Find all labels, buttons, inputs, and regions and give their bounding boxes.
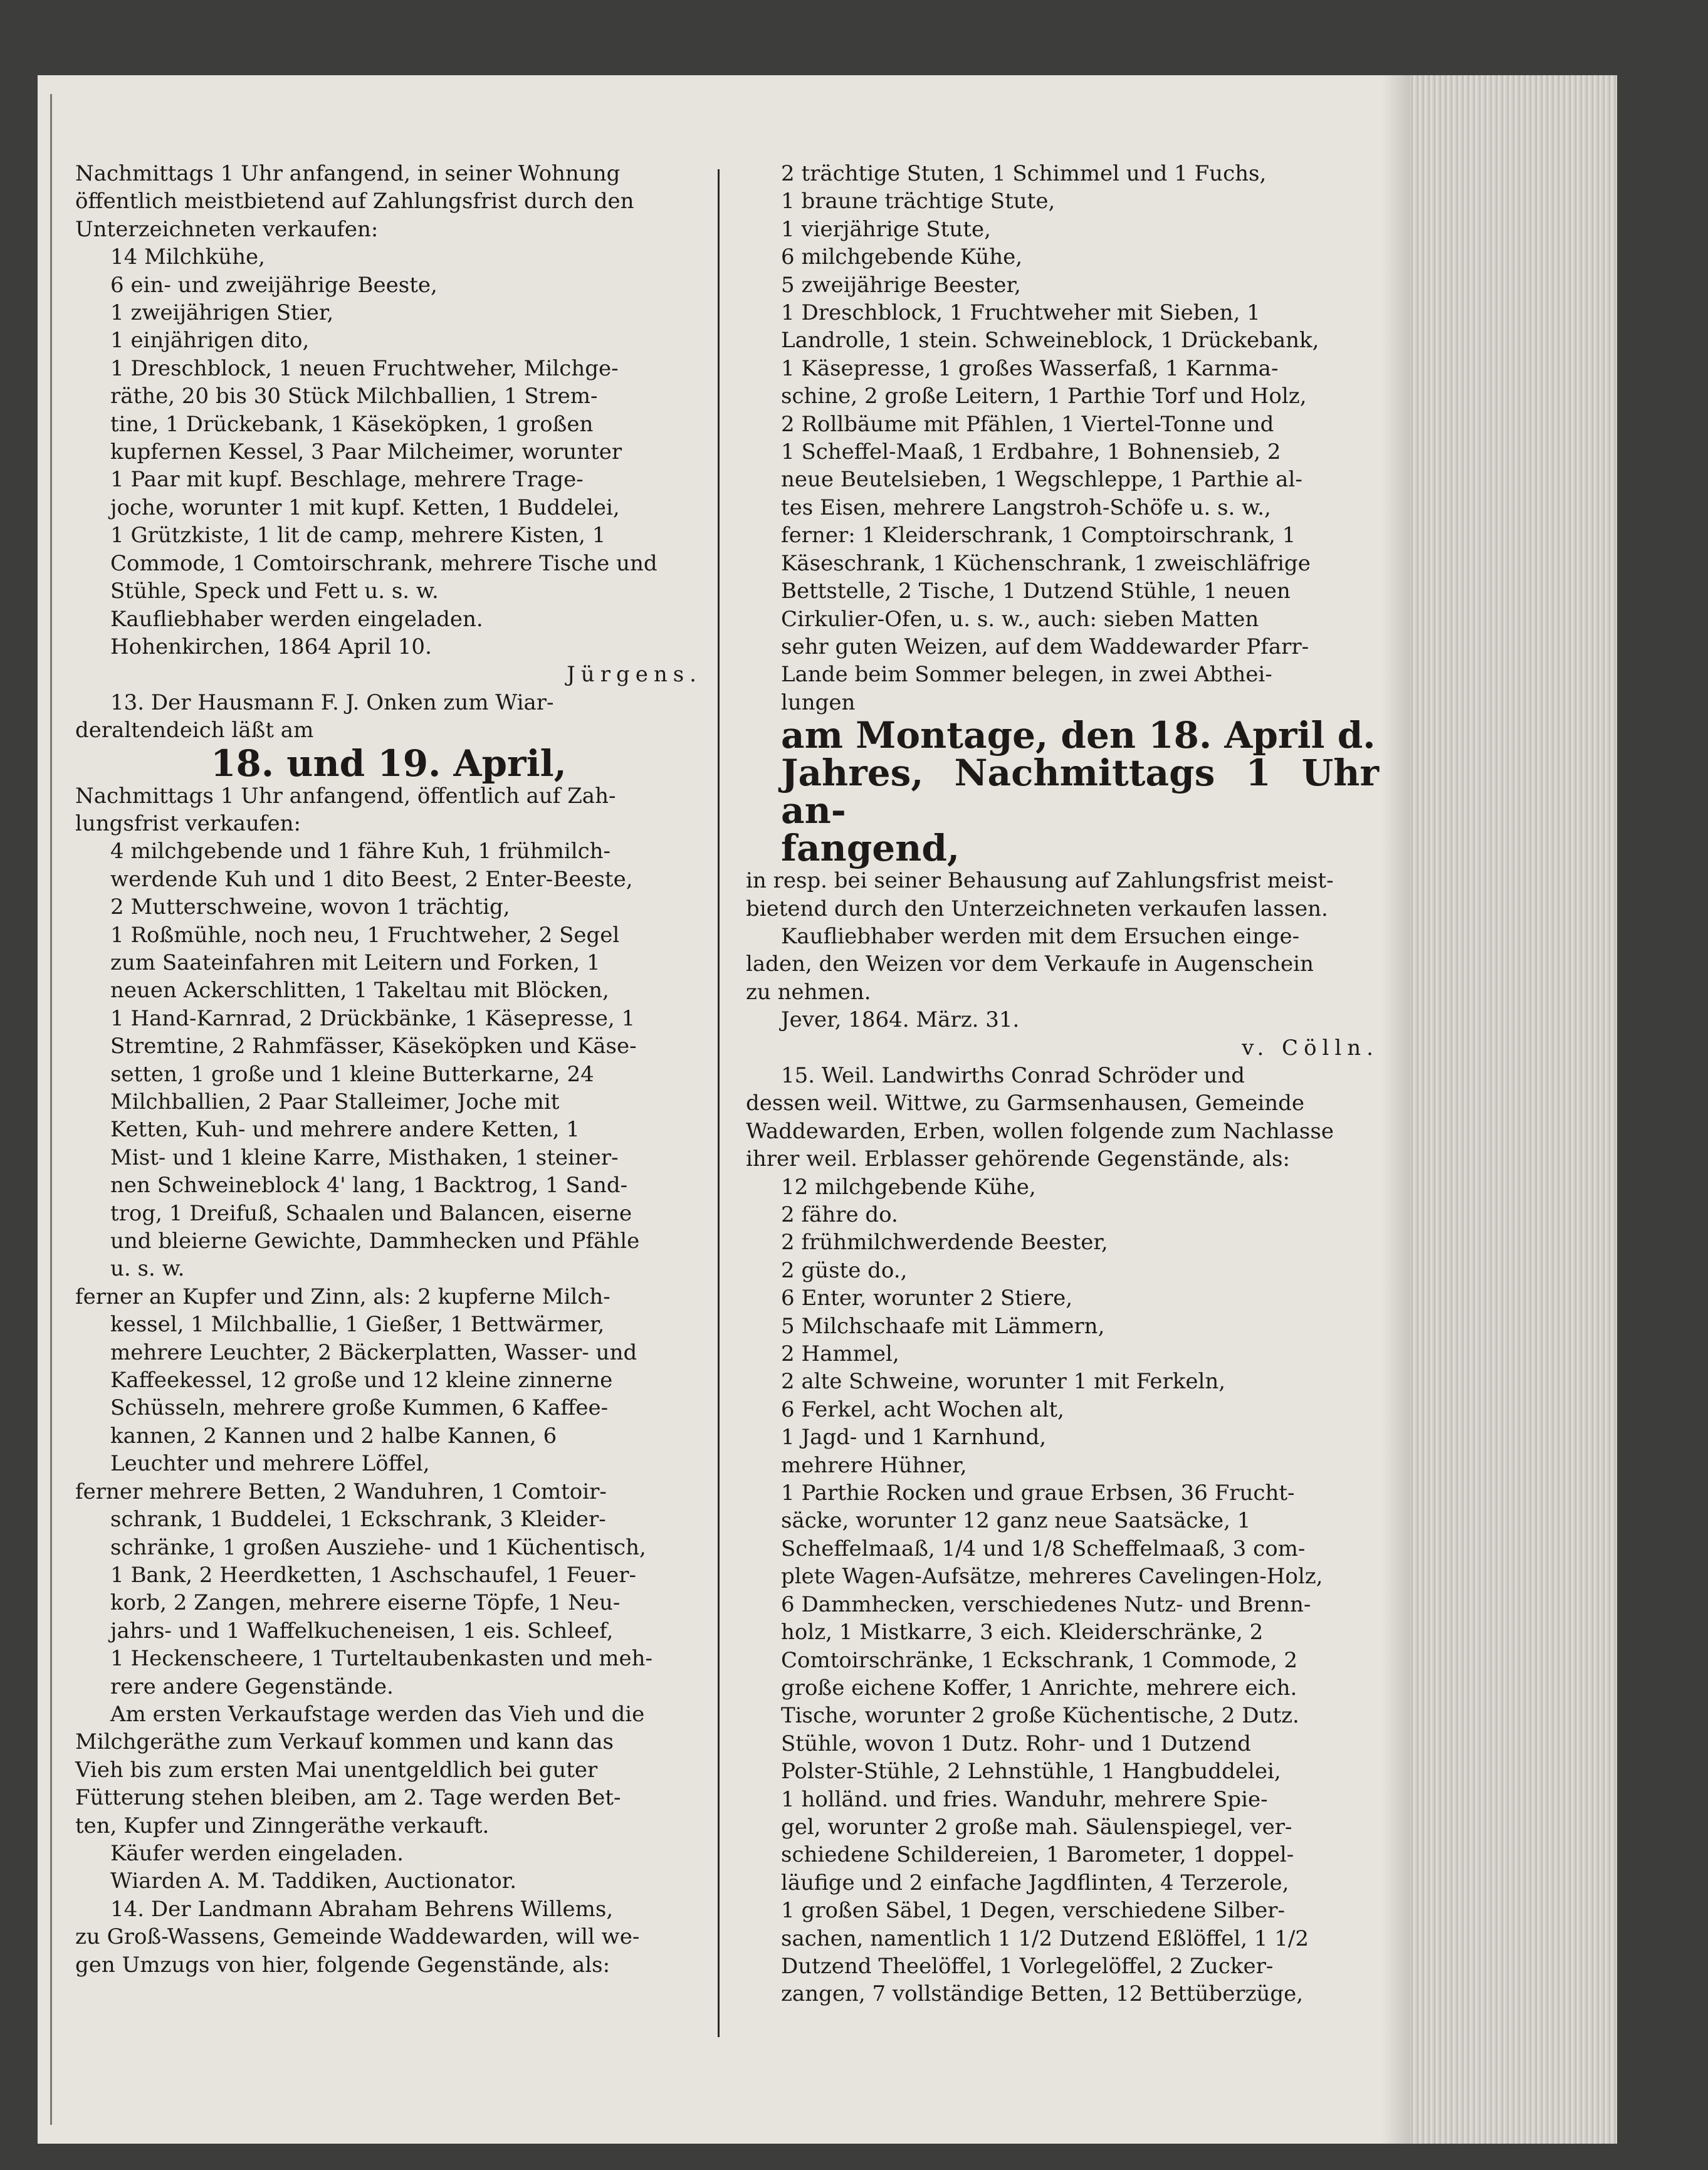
text-line: u. s. w. [110, 1256, 185, 1282]
text-line: zangen, 7 vollständige Betten, 12 Bettüberzüge, [781, 1981, 1304, 2007]
text-line: 2 alte Schweine, worunter 1 mit Ferkeln, [781, 1369, 1226, 1395]
text-line: kupfernen Kessel, 3 Paar Milcheimer, worunter [110, 439, 622, 465]
text-line: Leuchter und mehrere Löffel, [110, 1451, 430, 1477]
text-line: Nachmittags 1 Uhr anfangend, in seiner Wohnung [75, 161, 621, 186]
text-line: werdende Kuh und 1 dito Beest, 2 Enter-Beeste, [110, 866, 633, 892]
text-line: Kaufliebhaber werden eingeladen. [110, 606, 483, 632]
text-line: 2 trächtige Stuten, 1 Schimmel und 1 Fuchs, [781, 161, 1267, 186]
text-line: 1 Scheffel-Maaß, 1 Erdbahre, 1 Bohnensieb, 2 [781, 439, 1281, 465]
text-line: schrank, 1 Buddelei, 1 Eckschrank, 3 Kleider- [110, 1507, 606, 1533]
text-line: Nachmittags 1 Uhr anfangend, öffentlich auf Zah- [75, 783, 616, 809]
text-line: 1 Bank, 2 Heerdketten, 1 Aschschaufel, 1 Feuer- [110, 1562, 637, 1588]
text-line: 4 milchgebende und 1 fähre Kuh, 1 frühmilch- [110, 839, 611, 864]
text-line: 6 ein- und zweijährige Beeste, [110, 272, 437, 298]
text-line: Polster-Stühle, 2 Lehnstühle, 1 Hangbuddelei, [781, 1759, 1281, 1785]
text-line: 2 Mutterschweine, wovon 1 trächtig, [110, 894, 510, 920]
text-line: zum Saateinfahren mit Leitern und Forken, 1 [110, 950, 600, 975]
text-line: Cirkulier-Ofen, u. s. w., auch: sieben Matten [781, 606, 1259, 632]
text-line: 14 Milchkühe, [110, 244, 265, 270]
text-line: gen Umzugs von hier, folgende Gegenstände, als: [75, 1952, 610, 1978]
text-line: 2 Rollbäume mit Pfählen, 1 Viertel-Tonne und [781, 411, 1274, 437]
text-line: 15. Weil. Landwirths Conrad Schröder und [781, 1062, 1245, 1088]
text-line: 13. Der Hausmann F. J. Onken zum Wiar- [110, 689, 554, 715]
text-line: Lande beim Sommer belegen, in zwei Abthei- [781, 662, 1272, 688]
text-line: Hohenkirchen, 1864 April 10. [110, 634, 432, 659]
text-line: 6 Enter, worunter 2 Stiere, [781, 1286, 1073, 1311]
text-line: Mist- und 1 kleine Karre, Misthaken, 1 steiner- [110, 1145, 619, 1170]
text-line: Wiarden A. M. Taddiken, Auctionator. [110, 1869, 517, 1894]
text-line: 6 Ferkel, acht Wochen alt, [781, 1397, 1064, 1422]
text-line: kessel, 1 Milchballie, 1 Gießer, 1 Bettwärmer, [110, 1312, 605, 1338]
text-line: plete Wagen-Aufsätze, mehreres Cavelingen-Holz, [781, 1564, 1323, 1590]
text-line: zu nehmen. [746, 979, 871, 1005]
text-line: Landrolle, 1 stein. Schweineblock, 1 Drückebank, [781, 328, 1319, 354]
text-line: Dutzend Theelöffel, 1 Vorlegelöffel, 2 Zucker- [781, 1953, 1274, 1979]
text-line: zu Groß-Wassens, Gemeinde Waddewarden, will we- [75, 1924, 640, 1950]
text-line: 5 zweijährige Beester, [781, 272, 1021, 298]
text-line: nen Schweineblock 4' lang, 1 Backtrog, 1 Sand- [110, 1173, 628, 1198]
text-line: joche, worunter 1 mit kupf. Ketten, 1 Buddelei, [110, 495, 620, 520]
text-line: Jahres, Nachmittags 1 Uhr an- [781, 752, 1379, 832]
text-line: schiedene Schildereien, 1 Barometer, 1 doppel- [781, 1842, 1294, 1868]
text-line: Scheffelmaaß, 1/4 und 1/8 Scheffelmaaß, 3 com- [781, 1536, 1306, 1561]
text-line: 2 fähre do. [781, 1202, 898, 1227]
text-line: gel, worunter 2 große mah. Säulenspiegel, ver- [781, 1814, 1292, 1840]
text-line: in resp. bei seiner Behausung auf Zahlungsfrist meist- [746, 868, 1334, 894]
text-line: mehrere Hühner, [781, 1452, 967, 1478]
text-line: bietend durch den Unterzeichneten verkaufen lassen. [746, 896, 1328, 921]
text-line: 14. Der Landmann Abraham Behrens Willems, [110, 1896, 614, 1922]
text-line: 2 frühmilchwerdende Beester, [781, 1230, 1108, 1255]
text-line: 6 milchgebende Kühe, [781, 244, 1023, 270]
text-line: ferner an Kupfer und Zinn, als: 2 kupferne Milch- [75, 1284, 610, 1309]
text-line: v. Cölln. [1242, 1035, 1379, 1061]
text-line: mehrere Leuchter, 2 Bäckerplatten, Wasser- und [110, 1339, 637, 1365]
text-line: 6 Dammhecken, verschiedenes Nutz- und Brenn- [781, 1591, 1311, 1617]
text-line: Bettstelle, 2 Tische, 1 Dutzend Stühle, 1 neuen [781, 579, 1291, 604]
text-line: dessen weil. Wittwe, zu Garmsenhausen, Gemeinde [746, 1091, 1305, 1116]
text-line: ihrer weil. Erblasser gehörende Gegenstände, als: [746, 1146, 1290, 1172]
text-line: Schüsseln, mehrere große Kummen, 6 Kaffee- [110, 1395, 609, 1421]
text-line: 1 holländ. und fries. Wanduhr, mehrere Spie- [781, 1786, 1268, 1812]
text-line: schränke, 1 großen Ausziehe- und 1 Küchentisch, [110, 1534, 646, 1560]
text-line: sehr guten Weizen, auf dem Waddewarder Pfarr- [781, 634, 1309, 659]
text-line: räthe, 20 bis 30 Stück Milchballien, 1 Strem- [110, 384, 598, 409]
text-line: sachen, namentlich 1 1/2 Dutzend Eßlöffel, 1 1/2 [781, 1926, 1309, 1951]
text-line: korb, 2 Zangen, mehrere eiserne Töpfe, 1 Neu- [110, 1590, 621, 1616]
text-line: Commode, 1 Comtoirschrank, mehrere Tische und [110, 550, 658, 576]
text-line: tine, 1 Drückebank, 1 Käseköpken, 1 großen [110, 411, 594, 437]
column-divider [718, 169, 720, 2037]
text-line: Käseschrank, 1 Küchenschrank, 1 zweischläfrige [781, 550, 1311, 576]
text-line: lungsfrist verkaufen: [75, 810, 301, 836]
text-line: Unterzeichneten verkaufen: [75, 216, 379, 242]
text-line: Ketten, Kuh- und mehrere andere Ketten, 1 [110, 1117, 580, 1143]
text-line: setten, 1 große und 1 kleine Butterkarne, 24 [110, 1061, 594, 1087]
text-line: säcke, worunter 12 ganz neue Saatsäcke, 1 [781, 1508, 1251, 1534]
text-line: 1 einjährigen dito, [110, 328, 310, 354]
text-line: 1 Roßmühle, noch neu, 1 Fruchtweher, 2 Segel [110, 922, 620, 948]
right-text-column [746, 160, 1379, 2008]
text-line: 1 Parthie Rocken und graue Erbsen, 36 Frucht- [781, 1481, 1295, 1506]
text-line: ferner: 1 Kleiderschrank, 1 Comptoirschrank, 1 [781, 523, 1296, 548]
text-line: Jürgens. [567, 662, 702, 688]
text-line: Stremtine, 2 Rahmfässer, Käseköpken und Käse- [110, 1034, 637, 1059]
text-line: 1 Käsepresse, 1 großes Wasserfaß, 1 Karnma- [781, 355, 1279, 381]
text-line: Tische, worunter 2 große Küchentische, 2 Dutz. [781, 1703, 1299, 1729]
text-line: neue Beutelsieben, 1 Wegschleppe, 1 Parthie al- [781, 467, 1302, 493]
text-line: 1 Dreschblock, 1 neuen Fruchtweher, Milchge- [110, 355, 619, 381]
text-line: 1 großen Säbel, 1 Degen, verschiedene Silber- [781, 1898, 1285, 1924]
text-line: Kaufliebhaber werden mit dem Ersuchen einge- [781, 923, 1300, 949]
text-line: läufige und 2 einfache Jagdflinten, 4 Terzerole, [781, 1870, 1289, 1895]
text-line: fangend, [781, 827, 960, 870]
text-line: tes Eisen, mehrere Langstroh-Schöfe u. s. w., [781, 495, 1271, 520]
text-line: deraltendeich läßt am [75, 718, 314, 743]
text-line: Stühle, Speck und Fett u. s. w. [110, 579, 439, 604]
text-line: Waddewarden, Erben, wollen folgende zum Nachlasse [746, 1118, 1334, 1144]
text-line: holz, 1 Mistkarre, 3 eich. Kleiderschränke, 2 [781, 1620, 1264, 1645]
text-line: Vieh bis zum ersten Mai unentgeldlich bei guter [75, 1757, 598, 1783]
text-line: 5 Milchschaafe mit Lämmern, [781, 1313, 1105, 1339]
text-line: laden, den Weizen vor dem Verkaufe in Augenschein [746, 951, 1314, 977]
text-line: ten, Kupfer und Zinngeräthe verkauft. [75, 1813, 490, 1838]
page-edges [1410, 75, 1617, 2144]
text-line: Stühle, wovon 1 Dutz. Rohr- und 1 Dutzend [781, 1731, 1251, 1756]
text-line: Kaffeekessel, 12 große und 12 kleine zinnerne [110, 1368, 613, 1393]
text-line: 1 braune trächtige Stute, [781, 189, 1056, 214]
text-line: 2 Hammel, [781, 1341, 899, 1367]
text-line: 1 zweijährigen Stier, [110, 300, 334, 326]
text-line: Am ersten Verkaufstage werden das Vieh und die [110, 1701, 645, 1727]
text-line: lungen [781, 689, 856, 715]
text-line: und bleierne Gewichte, Dammhecken und Pfähle [110, 1229, 640, 1254]
text-line: 1 vierjährige Stute, [781, 216, 991, 242]
text-line: jahrs- und 1 Waffelkucheneisen, 1 eis. Schleef, [110, 1618, 614, 1643]
text-line: ferner mehrere Betten, 2 Wanduhren, 1 Comtoir- [75, 1479, 607, 1504]
text-line: 1 Dreschblock, 1 Fruchtweher mit Sieben, 1 [781, 300, 1260, 326]
left-text-column [75, 160, 702, 1979]
text-line: 12 milchgebende Kühe, [781, 1174, 1036, 1200]
text-line: 1 Jagd- und 1 Karnhund, [781, 1425, 1047, 1450]
text-line: 1 Grützkiste, 1 lit de camp, mehrere Kisten, 1 [110, 523, 606, 548]
text-line: öffentlich meistbietend auf Zahlungsfrist durch den [75, 189, 634, 214]
text-line: große eichene Koffer, 1 Anrichte, mehrere eich. [781, 1675, 1297, 1701]
text-line: am Montage, den 18. April d. [781, 714, 1376, 757]
text-line: neuen Ackerschlitten, 1 Takeltau mit Blöcken, [110, 978, 609, 1004]
text-line: Fütterung stehen bleiben, am 2. Tage werden Bet- [75, 1785, 621, 1811]
text-line: schine, 2 große Leitern, 1 Parthie Torf und Holz, [781, 384, 1307, 409]
text-line: kannen, 2 Kannen und 2 halbe Kannen, 6 [110, 1423, 557, 1449]
text-line: 1 Heckenscheere, 1 Turteltaubenkasten und meh- [110, 1646, 652, 1672]
text-line: Käufer werden eingeladen. [110, 1840, 404, 1866]
text-line: 2 güste do., [781, 1257, 908, 1283]
text-line: 1 Hand-Karnrad, 2 Drückbänke, 1 Käsepresse, 1 [110, 1005, 636, 1031]
text-line: 1 Paar mit kupf. Beschlage, mehrere Trage- [110, 467, 584, 493]
text-line: rere andere Gegenstände. [110, 1674, 394, 1699]
margin-rule [50, 94, 52, 2125]
text-line: Milchgeräthe zum Verkauf kommen und kann das [75, 1729, 614, 1755]
text-line: Jever, 1864. März. 31. [781, 1007, 1020, 1033]
text-line: Comtoirschränke, 1 Eckschrank, 1 Commode, 2 [781, 1647, 1298, 1673]
text-line: 18. und 19. April, [211, 742, 567, 785]
text-line: trog, 1 Dreifuß, Schaalen und Balancen, eiserne [110, 1200, 632, 1226]
text-line: Milchballien, 2 Paar Stalleimer, Joche mit [110, 1089, 560, 1114]
